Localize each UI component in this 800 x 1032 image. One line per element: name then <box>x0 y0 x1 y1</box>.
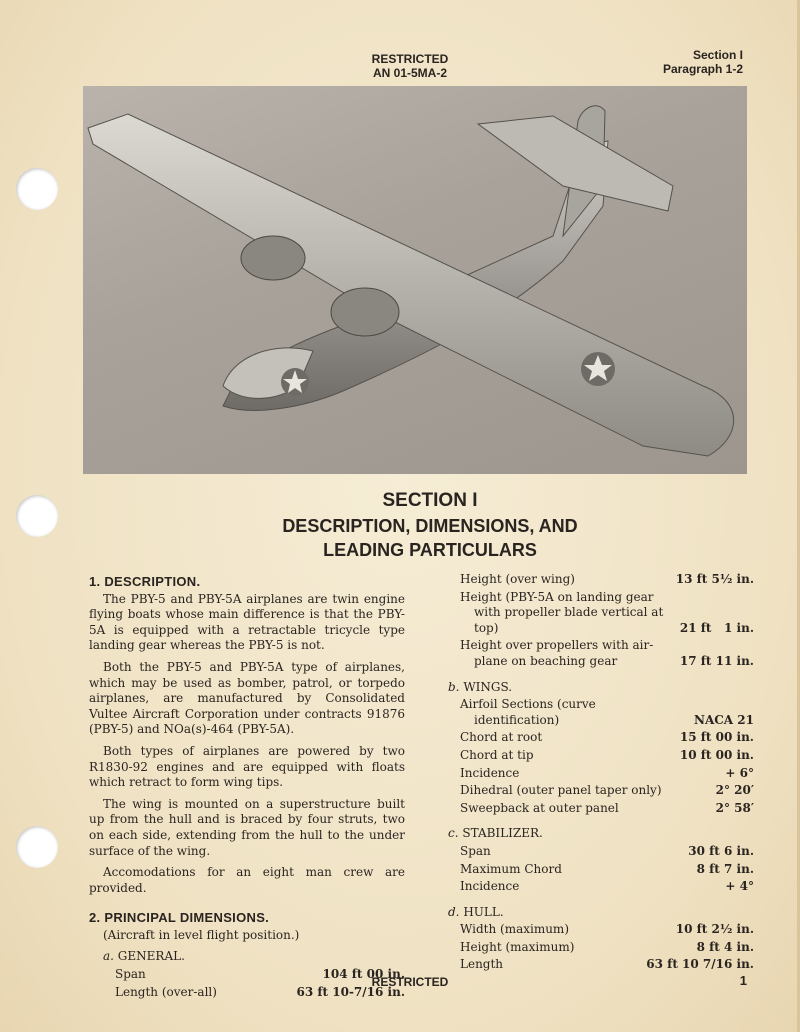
header-section: Section I <box>692 48 743 62</box>
section-title-line2: LEADING PARTICULARS <box>323 540 537 560</box>
description-paragraph: Both the PBY-5 and PBY-5A type of airplanes, which may be used as bomber, patrol, or torpedo airplanes, are manufactured by Consolidated Vultee Aircraft Corporation under contracts 91876 (PBY-5) and NOa(s)-464 (PBY-5A). <box>89 659 405 737</box>
dimension-value: 104 ft 00 in. <box>322 967 405 982</box>
hull-title: HULL. <box>463 904 504 919</box>
dimension-value: 8 ft 7 in. <box>696 861 754 876</box>
dimension-row <box>448 697 754 728</box>
stabilizer-letter: c. <box>448 826 459 841</box>
dimension-label-line: Height over propellers with air- <box>460 638 654 653</box>
description-heading: 1. DESCRIPTION. <box>89 574 201 589</box>
dimension-value: 8 ft 4 in. <box>696 939 754 954</box>
section-title-line1: DESCRIPTION, DIMENSIONS, AND <box>282 516 578 536</box>
dimension-label-line: plane on beaching gear <box>474 653 618 668</box>
hull-subheading <box>448 905 754 921</box>
dimension-label: Sweepback at outer panel <box>460 800 619 815</box>
hull-letter: d. <box>448 904 460 919</box>
dimension-value: + 6° <box>725 765 754 780</box>
aircraft-photo <box>83 86 747 474</box>
wings-subheading <box>448 680 754 696</box>
general-subheading <box>89 949 405 965</box>
dimension-label: Dihedral (outer panel taper only) <box>460 783 662 798</box>
punch-hole-bottom <box>16 826 58 868</box>
dimension-value: 10 ft 2½ in. <box>675 922 754 937</box>
wings-title: WINGS. <box>463 679 513 694</box>
dimension-row <box>448 879 754 895</box>
dimension-value: 13 ft 5½ in. <box>675 572 754 586</box>
dimension-value: + 4° <box>725 879 754 894</box>
dimension-row <box>448 922 754 938</box>
dimension-label-line: top) <box>474 620 499 635</box>
dimension-row <box>448 862 754 878</box>
header-right <box>663 48 743 76</box>
section-number: SECTION I <box>382 490 478 511</box>
dimension-row <box>448 940 754 956</box>
dimension-row <box>448 844 754 860</box>
dimension-label-line: with propeller blade vertical at <box>474 605 664 620</box>
description-paragraph: Both types of airplanes are powered by two R1830-92 engines and are equipped with floats which retract to form wing tips. <box>89 743 405 790</box>
dimension-label <box>460 697 686 728</box>
dimension-row <box>448 572 754 588</box>
dimension-value: 21 ft 1 in. <box>679 620 754 635</box>
dimension-row <box>448 766 754 782</box>
page-number: 1 <box>739 973 747 988</box>
footer-classification: RESTRICTED <box>371 975 449 989</box>
dimension-value: 17 ft 11 in. <box>679 653 754 668</box>
dimension-label: Incidence <box>460 879 520 894</box>
dimension-value: NACA 21 <box>693 712 754 727</box>
description-paragraph: The wing is mounted on a superstructure built up from the hull and is braced by four struts, two on each side, extending from the hull to the under surface of the wing. <box>89 796 405 858</box>
stabilizer-title: STABILIZER. <box>462 826 543 841</box>
dimension-value: 2° 58′ <box>715 800 754 815</box>
dimension-row <box>448 748 754 764</box>
dimension-label-line: Height (PBY-5A on landing gear <box>460 589 654 604</box>
dimension-label: Length <box>460 957 504 972</box>
dimension-label: Width (maximum) <box>460 922 569 937</box>
dimension-label: Height (over wing) <box>460 572 575 586</box>
general-letter: a. <box>103 949 114 964</box>
dimension-value: 10 ft 00 in. <box>679 747 754 762</box>
flying-boat-illustration <box>83 86 747 474</box>
dimension-row <box>448 590 754 637</box>
stabilizer-subheading <box>448 826 754 842</box>
header-center <box>300 52 520 80</box>
dimension-value: 15 ft 00 in. <box>679 730 754 745</box>
dimension-label: Height (maximum) <box>460 939 575 954</box>
wings-letter: b. <box>448 679 460 694</box>
dimension-value: 63 ft 10-7/16 in. <box>296 984 405 999</box>
dimension-value: 30 ft 6 in. <box>688 843 754 858</box>
punch-hole-middle <box>16 495 58 537</box>
description-paragraph: The PBY-5 and PBY-5A airplanes are twin engine flying boats whose main difference is that the PBY-5A is equipped with a retractable tricycle type landing gear whereas the PBY-5 is not. <box>89 591 405 653</box>
dimension-row <box>448 730 754 746</box>
dimension-label-line: Airfoil Sections (curve <box>460 697 596 712</box>
dimension-row <box>448 783 754 799</box>
header-classification: RESTRICTED <box>371 52 449 66</box>
header-paragraph: Paragraph 1-2 <box>662 62 743 76</box>
description-paragraph: Accomodations for an eight man crew are provided. <box>89 865 405 895</box>
dimension-label: Chord at tip <box>460 747 534 762</box>
dimension-label <box>460 638 672 669</box>
dimension-label: Incidence <box>460 765 520 780</box>
dimension-row <box>448 957 754 973</box>
dimension-label: Maximum Chord <box>460 861 562 876</box>
left-column <box>89 572 405 1002</box>
dimension-label: Length (over-all) <box>115 984 217 999</box>
punch-hole-top <box>16 168 58 210</box>
dimension-label: Span <box>460 843 491 858</box>
dimensions-note: (Aircraft in level flight position.) <box>103 927 300 942</box>
general-title: GENERAL. <box>117 949 185 964</box>
dimension-value: 63 ft 10 7/16 in. <box>646 957 754 972</box>
dimensions-heading: 2. PRINCIPAL DIMENSIONS. <box>89 910 270 926</box>
dimension-label: Span <box>115 967 146 982</box>
dimension-value: 2° 20′ <box>715 783 754 798</box>
dimension-row <box>448 638 754 669</box>
header-document-number: AN 01-5MA-2 <box>372 66 447 80</box>
dimension-label <box>460 590 672 637</box>
right-column <box>448 572 754 975</box>
dimension-row <box>448 801 754 817</box>
dimension-label: Chord at root <box>460 730 543 745</box>
dimension-label-line: identification) <box>474 712 560 727</box>
